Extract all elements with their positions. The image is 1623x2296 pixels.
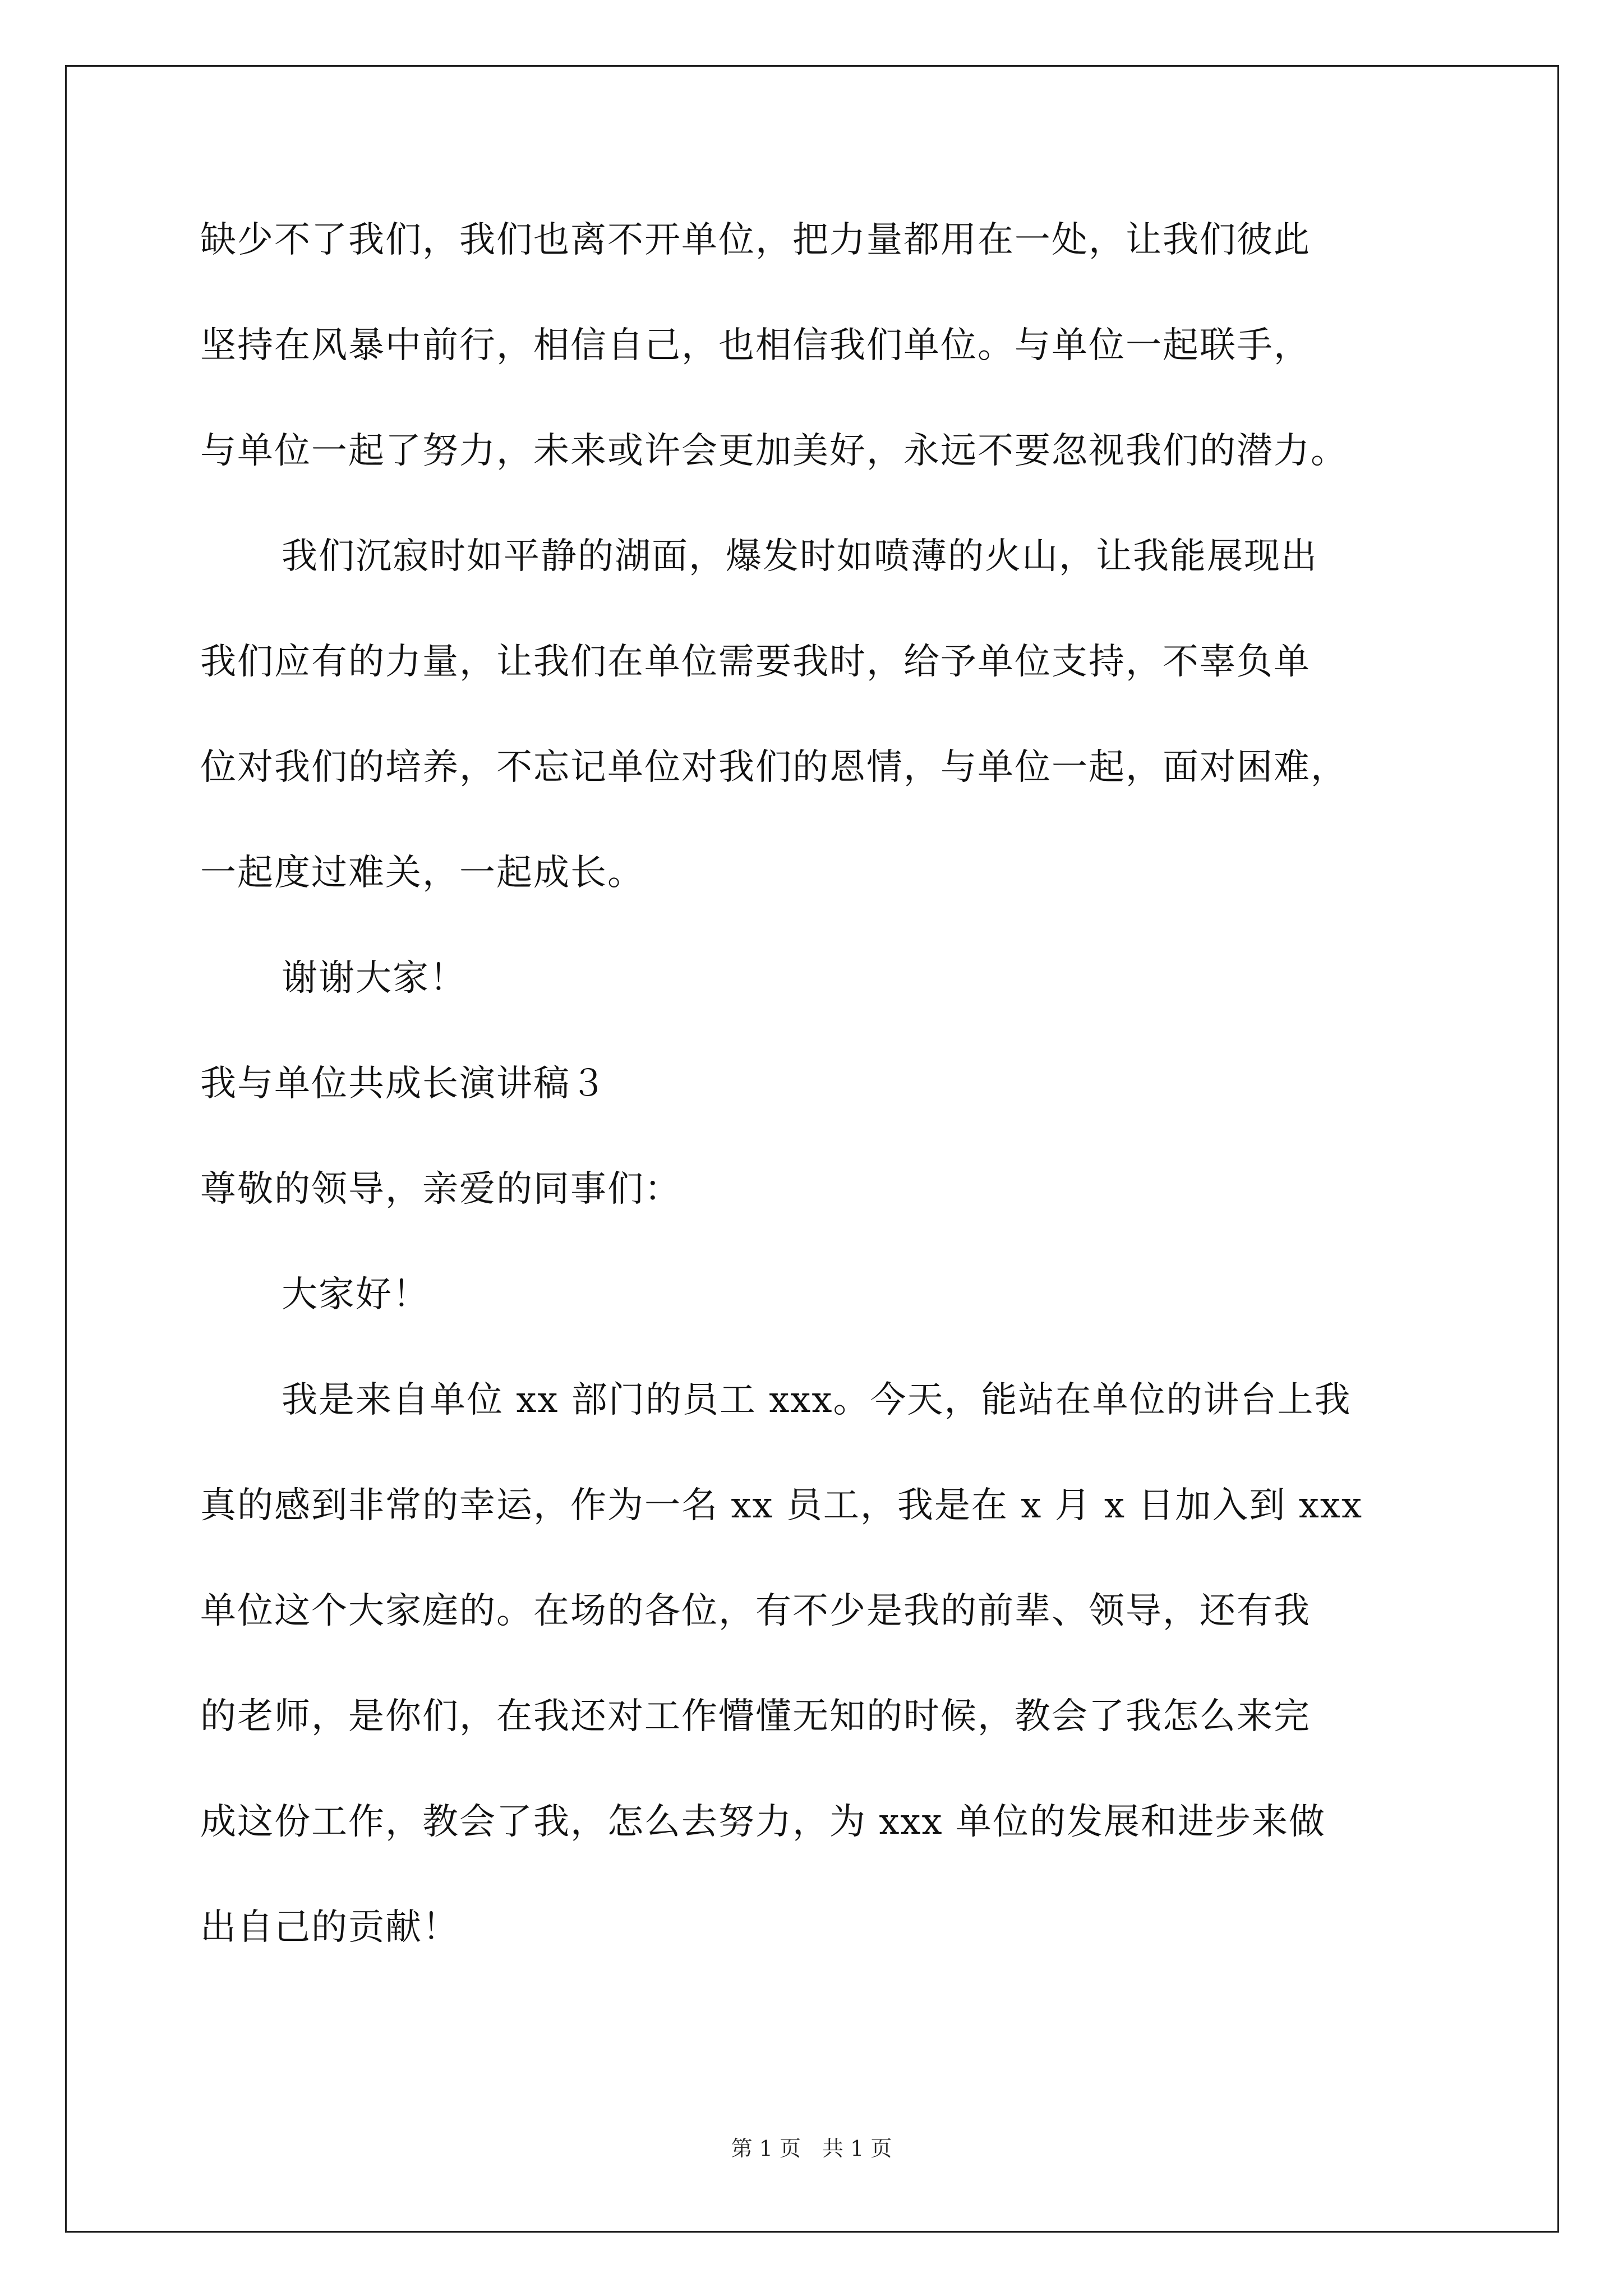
paragraph-line: 一起度过难关，一起成长。 <box>200 852 644 894</box>
salutation: 尊敬的领导，亲爱的同事们： <box>200 1168 681 1210</box>
closing-thanks: 谢谢大家！ <box>282 958 467 999</box>
paragraph-line: 真的感到非常的幸运，作为一名 xx 员工，我是在 x 月 x 日加入到 xxx <box>200 1485 1363 1526</box>
paragraph-line: 成这份工作，教会了我，怎么去努力，为 xxx 单位的发展和进步来做 <box>200 1801 1326 1843</box>
paragraph-line: 出自己的贡献！ <box>200 1907 459 1948</box>
paragraph-line: 单位这个大家庭的。在场的各位，有不少是我的前辈、领导，还有我 <box>200 1590 1311 1632</box>
paragraph-line: 我是来自单位 xx 部门的员工 xxx。今天，能站在单位的讲台上我 <box>282 1379 1352 1421</box>
section-title: 我与单位共成长演讲稿３ <box>200 1063 607 1105</box>
paragraph-line: 的老师，是你们，在我还对工作懵懂无知的时候，教会了我怎么来完 <box>200 1696 1311 1737</box>
paragraph-line: 我们沉寂时如平静的湖面，爆发时如喷薄的火山，让我能展现出 <box>282 536 1318 577</box>
greeting: 大家好！ <box>282 1274 430 1315</box>
paragraph-line: 位对我们的培养，不忘记单位对我们的恩情，与单位一起，面对困难， <box>200 747 1348 788</box>
page-number-footer: 第 1 页 共 1 页 <box>731 2136 892 2161</box>
paragraph-line: 与单位一起了努力，未来或许会更加美好，永远不要忽视我们的潜力。 <box>200 430 1348 472</box>
paragraph-line: 我们应有的力量，让我们在单位需要我时，给予单位支持，不辜负单 <box>200 641 1311 683</box>
paragraph-line: 缺少不了我们，我们也离不开单位，把力量都用在一处，让我们彼此 <box>200 219 1311 261</box>
paragraph-line: 坚持在风暴中前行，相信自己，也相信我们单位。与单位一起联手， <box>200 325 1311 366</box>
